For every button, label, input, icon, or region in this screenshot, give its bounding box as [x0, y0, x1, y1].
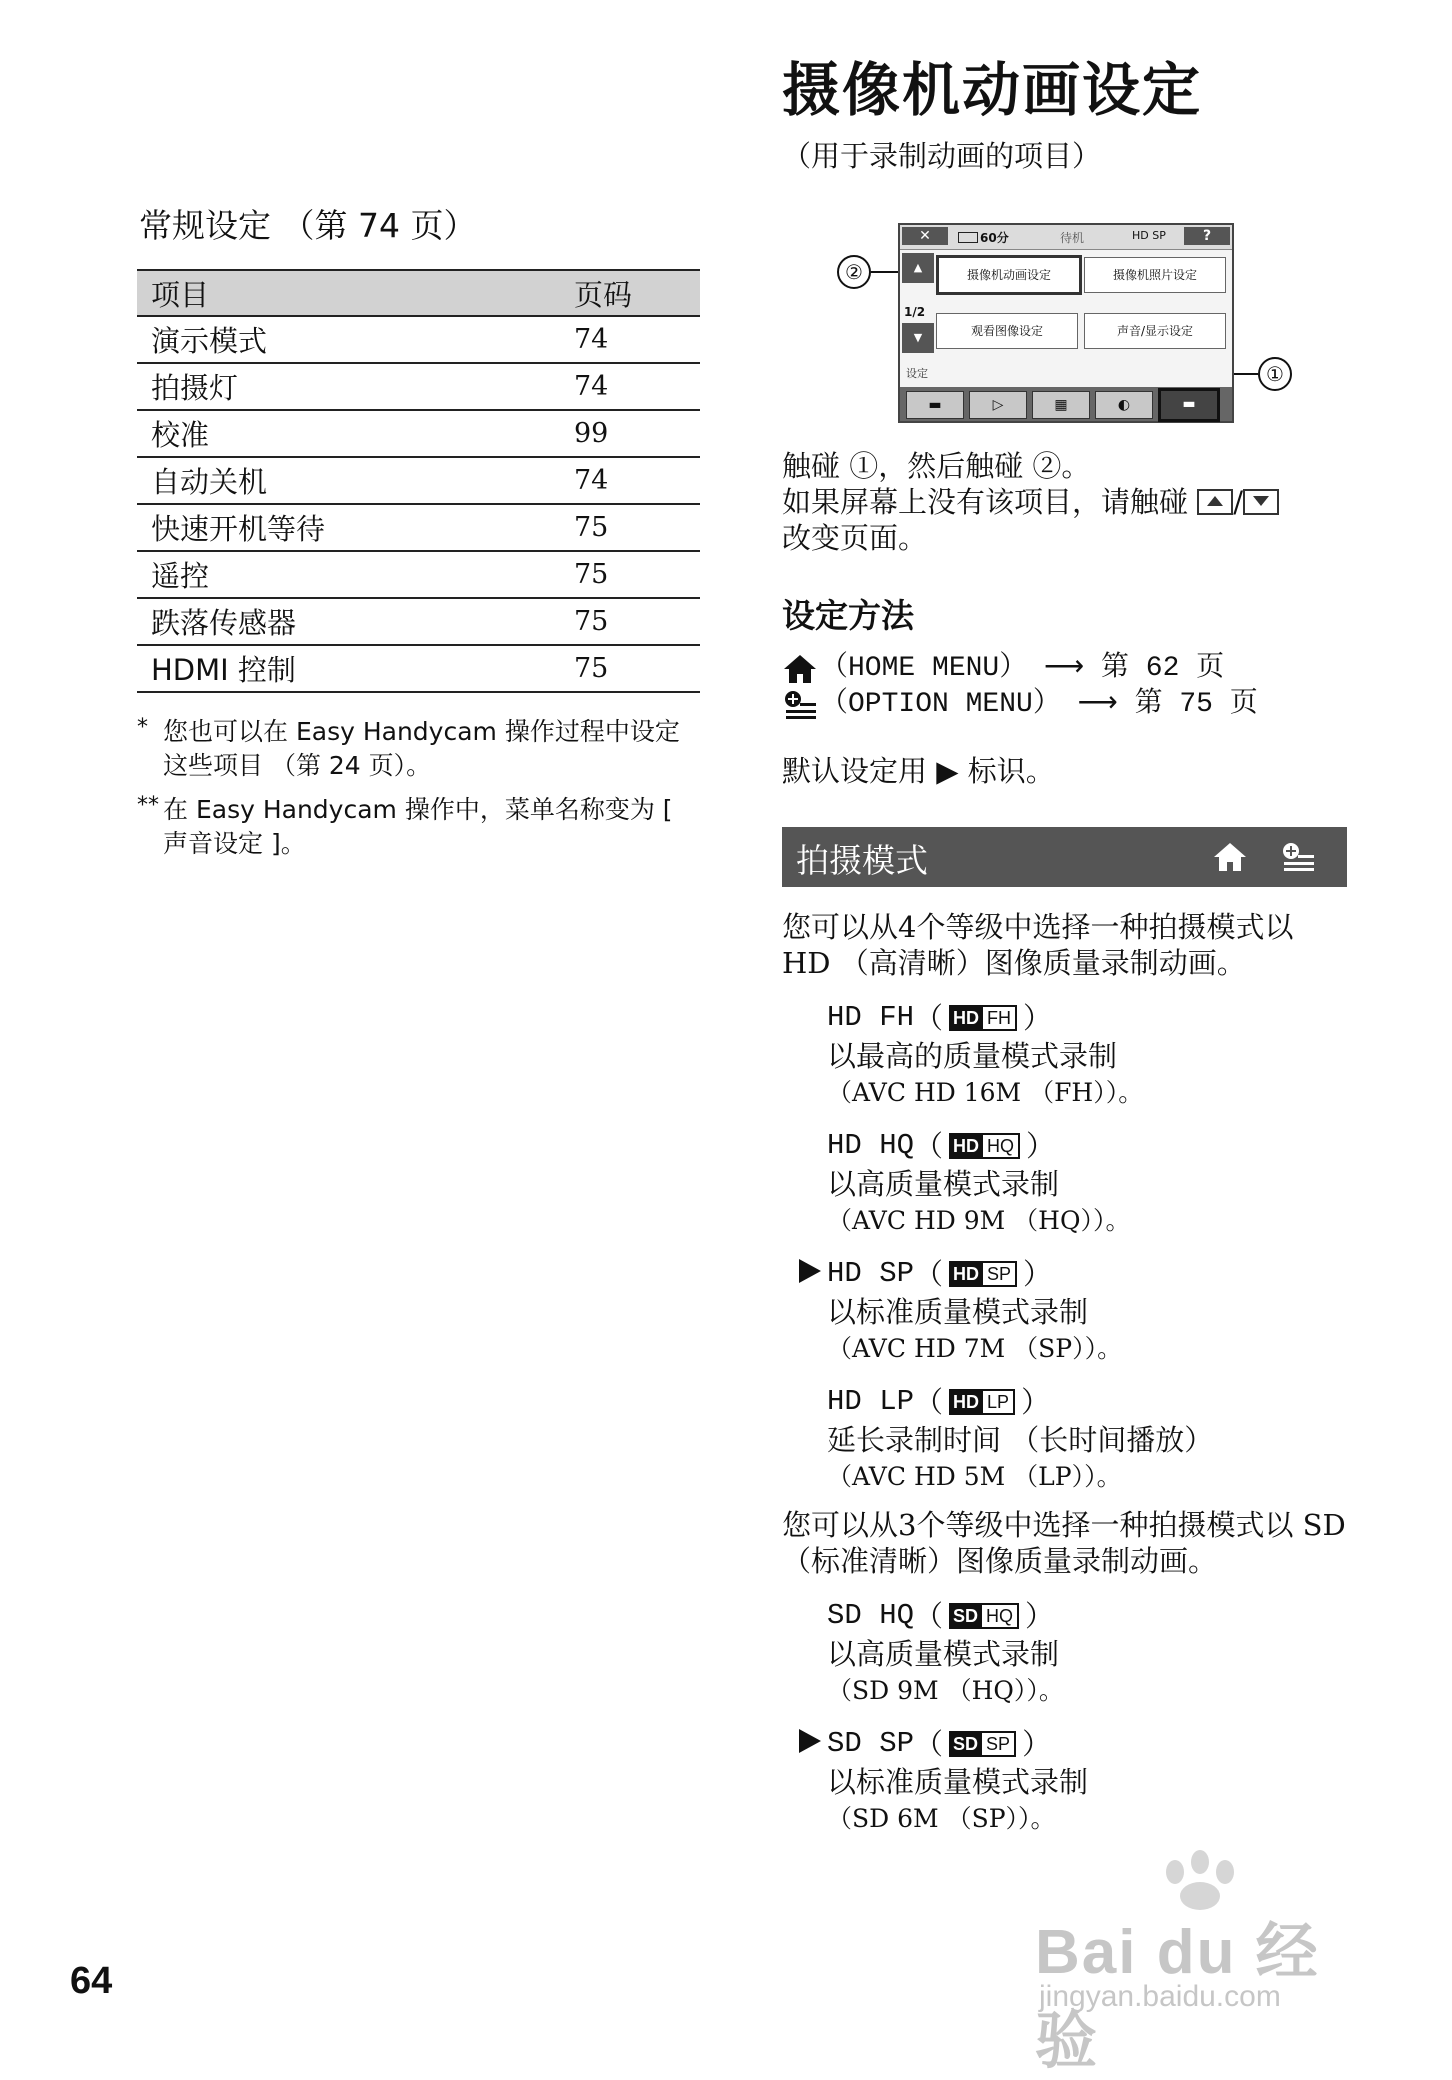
- baidu-watermark: [1035, 1850, 1375, 2076]
- sd-options: [782, 1597, 1347, 1837]
- table-row: [137, 457, 700, 504]
- option-spec: （AVC HD 5M （LP））。: [827, 1462, 1122, 1491]
- rec-mode-title: 拍摄模式: [796, 841, 928, 880]
- row-page: 74: [560, 363, 700, 410]
- option-spec: （SD 9M （HQ））。: [827, 1676, 1064, 1705]
- row-page: 75: [560, 598, 700, 645]
- option-name: HD SP: [827, 1257, 915, 1290]
- instruction-separator: /: [1233, 485, 1244, 519]
- close-icon[interactable]: ✕: [902, 227, 948, 245]
- general-settings-section: [137, 200, 700, 871]
- settings-toolbox-tab-icon[interactable]: ▬: [1158, 388, 1220, 422]
- column-header-page: 页码: [560, 270, 700, 316]
- row-item: 跌落传感器: [137, 598, 560, 645]
- home-icon: [782, 653, 818, 685]
- option-menu-icon: [782, 689, 818, 721]
- option-desc: 以标准质量模式录制: [827, 1765, 1089, 1799]
- lcd-status-bar: [900, 225, 1232, 250]
- option-spec: （AVC HD 7M （SP））。: [827, 1334, 1123, 1363]
- settings-table: [137, 269, 700, 693]
- hd-intro: 您可以从4个等级中选择一种拍摄模式以 HD （高清晰）图像质量录制动画。: [782, 910, 1294, 980]
- standby-status: 待机: [1060, 231, 1085, 245]
- page-down-icon: [1243, 489, 1279, 515]
- page-title: 摄像机动画设定: [782, 56, 1203, 124]
- table-row: [137, 504, 700, 551]
- instruction-line-1: 触碰 ①，然后触碰 ②。: [782, 449, 1091, 483]
- quality-icon: SD HQ: [949, 1603, 1019, 1629]
- sound-display-setting-button[interactable]: 声音/显示设定: [1084, 313, 1226, 349]
- quality-icon: HD HQ: [949, 1133, 1020, 1159]
- instruction-line-2: [782, 484, 1347, 520]
- row-page: 74: [560, 457, 700, 504]
- footnote: [137, 793, 700, 861]
- instruction-line-3: 改变页面。: [782, 521, 928, 555]
- page-indicator: 1/2: [904, 305, 926, 319]
- sd-intro: 您可以从3个等级中选择一种拍摄模式以 SD （标准清晰）图像质量录制动画。: [782, 1508, 1346, 1578]
- option-spec: （SD 6M （SP））。: [827, 1804, 1056, 1833]
- row-item: 演示模式: [137, 316, 560, 363]
- table-row: [137, 363, 700, 410]
- footnote-mark: *: [137, 715, 148, 740]
- option-spec: （AVC HD 9M （HQ））。: [827, 1206, 1131, 1235]
- watermark-logo: Bai du 经验: [1035, 1918, 1320, 2076]
- option-item: HD HQ （ HD HQ ） 以高质量模式录制 （AVC HD 9M （HQ））。: [827, 1127, 1347, 1239]
- option-item: HD LP （ HD LP ） 延长录制时间 （长时间播放） （AVC HD 5M （LP））。: [827, 1383, 1347, 1495]
- quality-icon: HD FH: [949, 1005, 1017, 1031]
- table-row: [137, 598, 700, 645]
- option-desc: 以高质量模式录制: [827, 1167, 1060, 1201]
- option-spec: （AVC HD 16M （FH））。: [827, 1078, 1144, 1107]
- default-marker-icon: [799, 1259, 821, 1283]
- battery-indicator: [958, 229, 1009, 246]
- row-item: HDMI 控制: [137, 645, 560, 692]
- footnotes: [137, 715, 700, 861]
- instruction-text: 如果屏幕上没有该项目，请触碰: [782, 485, 1189, 519]
- paw-icon: [1145, 1850, 1265, 1910]
- option-item-default: SD SP （ SD SP ） 以标准质量模式录制 （SD 6M （SP））。: [827, 1725, 1347, 1837]
- option-desc: 延长录制时间 （长时间播放）: [827, 1423, 1214, 1457]
- lcd-screen: [898, 223, 1234, 423]
- row-item: 遥控: [137, 551, 560, 598]
- page-up-button[interactable]: ▲: [902, 253, 934, 283]
- option-item-default: HD SP （ HD SP ） 以标准质量模式录制 （AVC HD 7M （SP））。: [827, 1255, 1347, 1367]
- home-menu-text: （HOME MENU） ⟶ 第 62 页: [820, 653, 1225, 684]
- camera-tab-icon[interactable]: ▬: [906, 391, 964, 419]
- column-header-item: 项目: [137, 270, 560, 316]
- page-number: 64: [70, 1960, 113, 2002]
- option-name: HD FH: [827, 1001, 915, 1034]
- play-tab-icon[interactable]: ▷: [969, 391, 1027, 419]
- rec-mode-header: [782, 827, 1347, 887]
- home-icon: [1212, 841, 1248, 873]
- page-subtitle: （用于录制动画的项目）: [782, 139, 1102, 173]
- option-name: HD HQ: [827, 1129, 915, 1162]
- footnote: [137, 715, 700, 783]
- callout-1: ①: [1258, 357, 1292, 391]
- quality-icon: SD SP: [949, 1731, 1016, 1757]
- option-desc: 以标准质量模式录制: [827, 1295, 1089, 1329]
- row-page: 75: [560, 645, 700, 692]
- dub-tab-icon[interactable]: ◐: [1095, 391, 1153, 419]
- lcd-tab-bar: [900, 387, 1232, 421]
- camera-photo-setting-button[interactable]: 摄像机照片设定: [1084, 257, 1226, 293]
- row-item: 拍摄灯: [137, 363, 560, 410]
- row-item: 自动关机: [137, 457, 560, 504]
- lcd-illustration: [782, 223, 1347, 448]
- camera-movie-setting-button[interactable]: 摄像机动画设定: [936, 255, 1082, 295]
- table-row: [137, 645, 700, 692]
- hd-options: [782, 999, 1347, 1495]
- option-item: HD FH （ HD FH ） 以最高的质量模式录制 （AVC HD 16M （FH））。: [827, 999, 1347, 1111]
- footnote-mark: **: [137, 793, 159, 818]
- home-menu-ref: [782, 651, 1347, 687]
- option-item: SD HQ （ SD HQ ） 以高质量模式录制 （SD 9M （HQ））。: [827, 1597, 1347, 1709]
- callout-2: ②: [837, 255, 871, 289]
- option-menu-ref: [782, 687, 1347, 723]
- page-down-button[interactable]: ▼: [902, 323, 934, 353]
- quality-icon: HD SP: [949, 1261, 1017, 1287]
- option-menu-text: （OPTION MENU） ⟶ 第 75 页: [820, 689, 1258, 720]
- option-desc: 以高质量模式录制: [827, 1637, 1060, 1671]
- option-name: SD HQ: [827, 1599, 915, 1632]
- default-note: 默认设定用 ▶ 标识。: [782, 754, 1055, 788]
- quality-indicator: HD SP: [1132, 229, 1166, 242]
- watermark-url: jingyan.baidu.com: [1039, 1980, 1281, 2013]
- movie-settings-section: [782, 50, 1347, 1837]
- row-item: 快速开机等待: [137, 504, 560, 551]
- page-up-icon: [1197, 489, 1233, 515]
- row-item: 校准: [137, 410, 560, 457]
- table-row: [137, 551, 700, 598]
- row-page: 99: [560, 410, 700, 457]
- option-name: SD SP: [827, 1727, 915, 1760]
- battery-time: 60分: [980, 231, 1009, 245]
- view-image-setting-button[interactable]: 观看图像设定: [936, 313, 1078, 349]
- row-page: 75: [560, 504, 700, 551]
- row-page: 75: [560, 551, 700, 598]
- help-button[interactable]: ?: [1184, 227, 1230, 245]
- table-header-row: [137, 270, 700, 316]
- footnote-text: 在 Easy Handycam 操作中，菜单名称变为 [ 声音设定 ]。: [163, 795, 673, 858]
- option-menu-icon: [1280, 841, 1316, 873]
- option-desc: 以最高的质量模式录制: [827, 1039, 1118, 1073]
- battery-icon: [958, 232, 978, 243]
- option-name: HD LP: [827, 1385, 915, 1418]
- table-row: [137, 410, 700, 457]
- row-page: 74: [560, 316, 700, 363]
- table-row: [137, 316, 700, 363]
- default-marker-icon: [799, 1729, 821, 1753]
- footnote-text: 您也可以在 Easy Handycam 操作过程中设定这些项目 （第 24 页）。: [163, 717, 680, 780]
- general-settings-title: 常规设定 （第 74 页）: [139, 206, 477, 245]
- list-tab-icon[interactable]: ▦: [1032, 391, 1090, 419]
- method-title: 设定方法: [782, 596, 914, 635]
- settings-label: 设定: [906, 367, 928, 380]
- quality-icon: HD LP: [949, 1389, 1015, 1415]
